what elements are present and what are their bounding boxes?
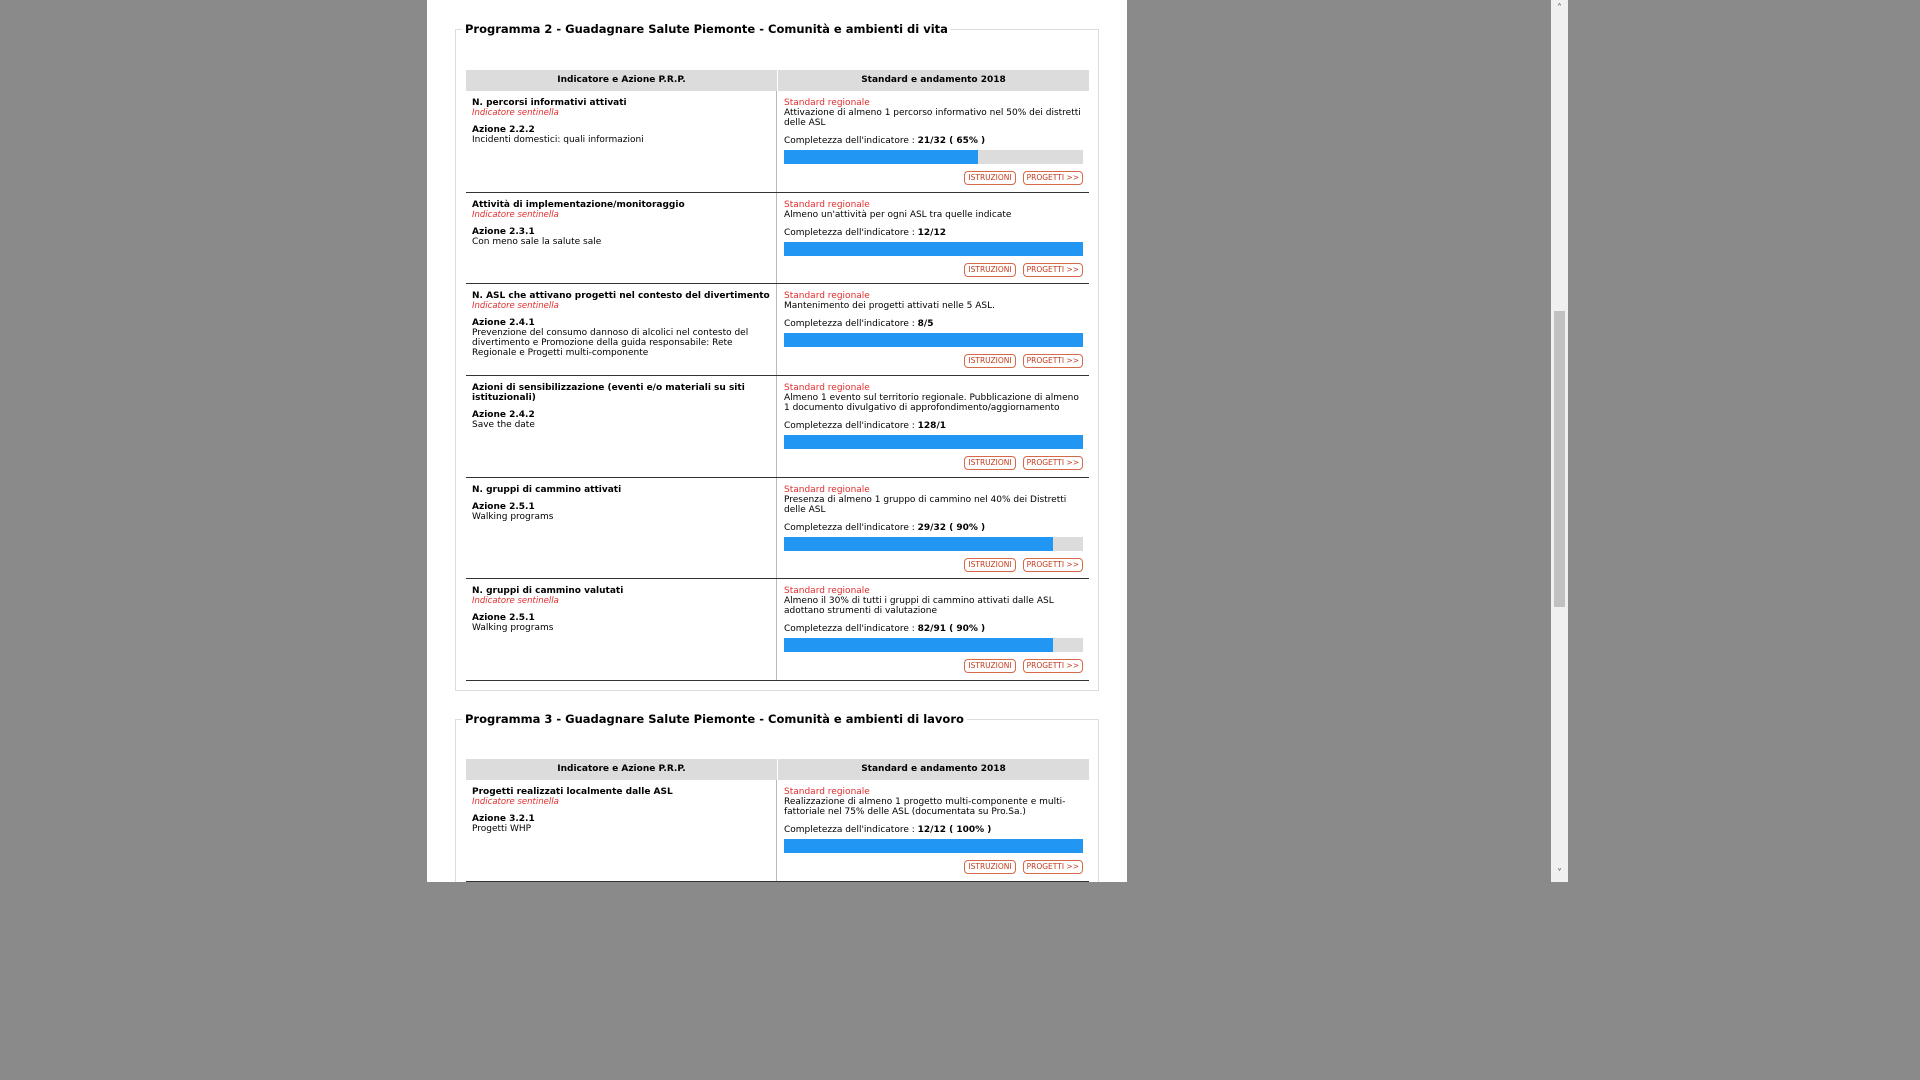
program-section [455,22,1099,691]
standard-text: Attivazione di almeno 1 percorso informativo nel 50% dei distretti delle ASL [784,108,1081,128]
completezza-value: 12/12 [917,228,946,238]
table-row [466,284,1089,376]
azione-code: Azione 2.2.2 [472,125,535,135]
program-title: Programma 2 - Guadagnare Salute Piemonte - Comunità e ambienti di vita [465,22,948,36]
indicator-title: Attività di implementazione/monitoraggio [472,200,685,210]
program-title: Programma 3 - Guadagnare Salute Piemonte - Comunità e ambienti di lavoro [465,712,964,726]
azione-description: Progetti WHP [472,824,532,834]
row-actions [964,860,1083,874]
row-actions [964,558,1083,572]
completezza-value: 29/32 ( 90% ) [917,523,986,533]
istruzioni-button[interactable]: ISTRUZIONI [964,558,1015,572]
completezza-line [784,136,1083,146]
completezza-label: Completezza dell'indicatore : [784,136,915,146]
standard-cell [777,780,1089,881]
progress-bar-fill [784,242,1083,256]
standard-text: Almeno un'attività per ogni ASL tra quelle indicate [784,210,1012,220]
sentinel-label: Indicatore sentinella [472,301,559,311]
istruzioni-button[interactable]: ISTRUZIONI [964,860,1015,874]
completezza-line [784,421,1083,431]
standard-cell [777,478,1089,578]
azione-code: Azione 3.2.1 [472,814,535,824]
table-row [466,780,1089,882]
completezza-line [784,523,1083,533]
standard-label: Standard regionale [784,98,870,108]
completezza-label: Completezza dell'indicatore : [784,228,915,238]
progress-bar-fill [784,638,1053,652]
standard-cell [777,376,1089,477]
row-actions [964,171,1083,185]
progress-bar-fill [784,150,978,164]
indicator-table [466,759,1089,882]
progress-bar [784,839,1083,853]
row-actions [964,456,1083,470]
completezza-label: Completezza dell'indicatore : [784,523,915,533]
progress-bar-fill [784,839,1083,853]
standard-text: Almeno 1 evento sul territorio regionale. Pubblicazione di almeno 1 documento divulgativo di approfondimento/aggiornamento [784,393,1079,413]
sentinel-label: Indicatore sentinella [472,108,559,118]
sentinel-label: Indicatore sentinella [472,210,559,220]
indicator-cell [466,579,777,680]
table-row [466,478,1089,579]
istruzioni-button[interactable]: ISTRUZIONI [964,659,1015,673]
progetti-button[interactable]: PROGETTI >> [1023,354,1083,368]
completezza-label: Completezza dell'indicatore : [784,825,915,835]
standard-cell [777,284,1089,375]
standard-cell [777,579,1089,680]
standard-text: Realizzazione di almeno 1 progetto multi-componente e multi-fattoriale nel 75% delle ASL (documentata su Pro.Sa.) [784,797,1066,817]
standard-label: Standard regionale [784,485,870,495]
istruzioni-button[interactable]: ISTRUZIONI [964,171,1015,185]
header-standard: Standard e andamento 2018 [778,759,1089,780]
completezza-value: 21/32 ( 65% ) [917,136,986,146]
indicator-cell [466,376,777,477]
progress-bar [784,150,1083,164]
progetti-button[interactable]: PROGETTI >> [1023,659,1083,673]
standard-label: Standard regionale [784,383,870,393]
indicator-title: N. percorsi informativi attivati [472,98,627,108]
istruzioni-button[interactable]: ISTRUZIONI [964,354,1015,368]
standard-cell [777,193,1089,283]
azione-description: Incidenti domestici: quali informazioni [472,135,644,145]
completezza-value: 82/91 ( 90% ) [917,624,986,634]
standard-label: Standard regionale [784,291,870,301]
istruzioni-button[interactable]: ISTRUZIONI [964,456,1015,470]
indicator-title: Azioni di sensibilizzazione (eventi e/o materiali su siti istituzionali) [472,383,745,403]
indicator-cell [466,91,777,192]
progetti-button[interactable]: PROGETTI >> [1023,558,1083,572]
program-section [455,712,1099,882]
progetti-button[interactable]: PROGETTI >> [1023,456,1083,470]
sentinel-label: Indicatore sentinella [472,596,559,606]
completezza-label: Completezza dell'indicatore : [784,319,915,329]
completezza-line [784,624,1083,634]
azione-description: Con meno sale la salute sale [472,237,602,247]
progress-bar [784,638,1083,652]
table-row [466,376,1089,478]
indicator-title: N. ASL che attivano progetti nel contesto del divertimento [472,291,770,301]
row-actions [964,659,1083,673]
header-standard: Standard e andamento 2018 [778,70,1089,91]
indicator-title: N. gruppi di cammino attivati [472,485,622,495]
completezza-value: 8/5 [917,319,934,329]
completezza-line [784,228,1083,238]
progress-bar [784,537,1083,551]
indicator-title: N. gruppi di cammino valutati [472,586,624,596]
standard-text: Almeno il 30% di tutti i gruppi di cammino attivati dalle ASL adottano strumenti di valutazione [784,596,1054,616]
header-indicatore: Indicatore e Azione P.R.P. [466,70,777,91]
azione-description: Walking programs [472,623,554,633]
completezza-value: 128/1 [917,421,946,431]
scroll-up-arrow-icon[interactable]: ˄ [1557,3,1562,14]
table-header [466,70,1089,91]
vertical-scrollbar[interactable] [1551,0,1568,882]
progress-bar-fill [784,333,1083,347]
istruzioni-button[interactable]: ISTRUZIONI [964,263,1015,277]
indicator-table [466,70,1089,681]
table-row [466,193,1089,284]
azione-description: Prevenzione del consumo dannoso di alcolici nel contesto del divertimento e Promozione della guida responsabile: Rete Regionale e Progetti multi-componente [472,328,749,358]
progress-bar [784,242,1083,256]
azione-code: Azione 2.4.1 [472,318,535,328]
scrollbar-thumb[interactable] [1554,311,1565,607]
indicator-cell [466,284,777,375]
standard-text: Presenza di almeno 1 gruppo di cammino nel 40% dei Distretti delle ASL [784,495,1067,515]
indicator-cell [466,478,777,578]
row-actions [964,354,1083,368]
standard-label: Standard regionale [784,200,870,210]
azione-code: Azione 2.5.1 [472,613,535,623]
azione-code: Azione 2.5.1 [472,502,535,512]
scroll-down-arrow-icon[interactable]: ˅ [1557,868,1562,879]
completezza-line [784,825,1083,835]
table-row [466,579,1089,681]
standard-text: Mantenimento dei progetti attivati nelle 5 ASL. [784,301,995,311]
progetti-button[interactable]: PROGETTI >> [1023,263,1083,277]
standard-cell [777,91,1089,192]
azione-code: Azione 2.4.2 [472,410,535,420]
progress-bar-fill [784,435,1083,449]
table-header [466,759,1089,780]
completezza-label: Completezza dell'indicatore : [784,624,915,634]
azione-code: Azione 2.3.1 [472,227,535,237]
completezza-value: 12/12 ( 100% ) [917,825,992,835]
standard-label: Standard regionale [784,787,870,797]
indicator-title: Progetti realizzati localmente dalle ASL [472,787,673,797]
content-page [427,0,1127,882]
progress-bar [784,435,1083,449]
progress-bar-fill [784,537,1053,551]
indicator-cell [466,780,777,881]
header-indicatore: Indicatore e Azione P.R.P. [466,759,777,780]
completezza-line [784,319,1083,329]
progetti-button[interactable]: PROGETTI >> [1023,171,1083,185]
indicator-cell [466,193,777,283]
standard-label: Standard regionale [784,586,870,596]
table-row [466,91,1089,193]
row-actions [964,263,1083,277]
progetti-button[interactable]: PROGETTI >> [1023,860,1083,874]
completezza-label: Completezza dell'indicatore : [784,421,915,431]
azione-description: Walking programs [472,512,554,522]
sentinel-label: Indicatore sentinella [472,797,559,807]
progress-bar [784,333,1083,347]
azione-description: Save the date [472,420,535,430]
